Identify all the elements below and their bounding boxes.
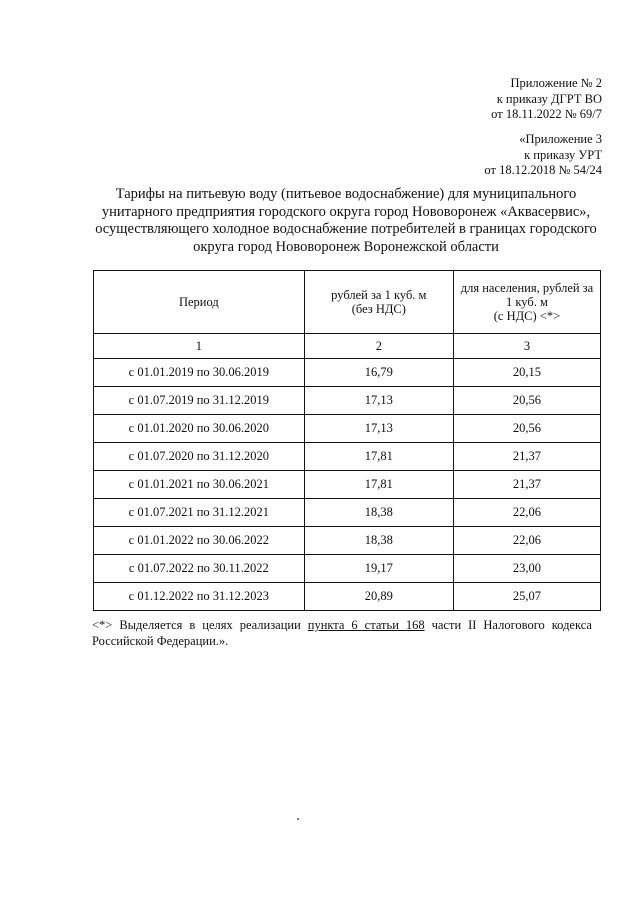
table-row — [94, 555, 601, 583]
cell-price-with-vat: 23,00 — [453, 555, 600, 583]
cell-price-with-vat: 21,37 — [453, 443, 600, 471]
cell-price-no-vat: 17,13 — [304, 415, 453, 443]
cell-price-no-vat: 17,13 — [304, 387, 453, 415]
cell-period: с 01.01.2019 по 30.06.2019 — [94, 359, 305, 387]
cell-period: с 01.07.2020 по 31.12.2020 — [94, 443, 305, 471]
appendix-2-line-1: «Приложение 3 — [519, 132, 602, 146]
cell-price-no-vat: 17,81 — [304, 471, 453, 499]
cell-price-with-vat: 20,15 — [453, 359, 600, 387]
cell-period: с 01.07.2019 по 31.12.2019 — [94, 387, 305, 415]
table-row — [94, 499, 601, 527]
cell-price-no-vat: 17,81 — [304, 443, 453, 471]
table-row — [94, 387, 601, 415]
header-price-no-vat — [304, 271, 453, 334]
appendix-2-line-3: от 18.12.2018 № 54/24 — [484, 163, 602, 177]
column-number: 3 — [453, 334, 600, 359]
appendix-1-line-1: Приложение № 2 — [510, 76, 602, 90]
cell-period: с 01.01.2022 по 30.06.2022 — [94, 527, 305, 555]
appendix-reference-2 — [484, 132, 602, 179]
footnote-text-start: <*> Выделяется в целях реализации — [92, 618, 308, 632]
header-price-population — [453, 271, 600, 334]
table-row — [94, 359, 601, 387]
cell-period: с 01.12.2022 по 31.12.2023 — [94, 583, 305, 611]
appendix-1-line-2: к приказу ДГРТ ВО — [496, 91, 602, 106]
cell-price-with-vat: 20,56 — [453, 387, 600, 415]
scan-speck — [297, 818, 299, 820]
cell-period: с 01.01.2021 по 30.06.2021 — [94, 471, 305, 499]
column-number: 1 — [94, 334, 305, 359]
table-row — [94, 415, 601, 443]
cell-price-no-vat: 19,17 — [304, 555, 453, 583]
footnote-law-reference: пункта 6 статьи 168 — [307, 618, 425, 632]
column-number: 2 — [304, 334, 453, 359]
header-period: Период — [94, 271, 305, 334]
appendix-2-line-2: к приказу УРТ — [524, 147, 602, 162]
cell-period: с 01.07.2022 по 30.11.2022 — [94, 555, 305, 583]
column-number-row — [94, 334, 601, 359]
cell-period: с 01.07.2021 по 31.12.2021 — [94, 499, 305, 527]
document-title: Тарифы на питьевую воду (питьевое водоснабжение) для муниципального унитарного предприятия городского округа город Нововоронеж «Аквасервис», осуществляющего холодное водоснабжение потребителей в границах городского округа город Нововоронеж Воронежской области — [95, 186, 597, 255]
cell-price-with-vat: 20,56 — [453, 415, 600, 443]
table-row — [94, 527, 601, 555]
header-price-population-line-3: (с НДС) <*> — [493, 309, 561, 323]
cell-price-with-vat: 22,06 — [453, 499, 600, 527]
table-row — [94, 471, 601, 499]
appendix-1-line-3: от 18.11.2022 № 69/7 — [491, 107, 602, 121]
cell-period: с 01.01.2020 по 30.06.2020 — [94, 415, 305, 443]
table-row — [94, 583, 601, 611]
footnote-text-end: части II Налогового кодекса Российской Федерации.». — [92, 618, 592, 648]
header-price-population-line-2: 1 куб. м — [506, 295, 548, 309]
cell-price-with-vat: 22,06 — [453, 527, 600, 555]
table-row — [94, 443, 601, 471]
footnote — [92, 617, 592, 649]
header-price-population-line-1: для населения, рублей за — [460, 281, 594, 295]
cell-price-no-vat: 18,38 — [304, 499, 453, 527]
header-price-no-vat-line-1: рублей за 1 куб. м — [331, 288, 427, 302]
appendix-reference-1 — [491, 76, 602, 123]
cell-price-no-vat: 16,79 — [304, 359, 453, 387]
header-price-no-vat-line-2: (без НДС) — [351, 302, 406, 316]
cell-price-no-vat: 18,38 — [304, 527, 453, 555]
cell-price-no-vat: 20,89 — [304, 583, 453, 611]
cell-price-with-vat: 21,37 — [453, 471, 600, 499]
table-header-row — [94, 271, 601, 334]
cell-price-with-vat: 25,07 — [453, 583, 600, 611]
tariff-table — [93, 270, 601, 611]
